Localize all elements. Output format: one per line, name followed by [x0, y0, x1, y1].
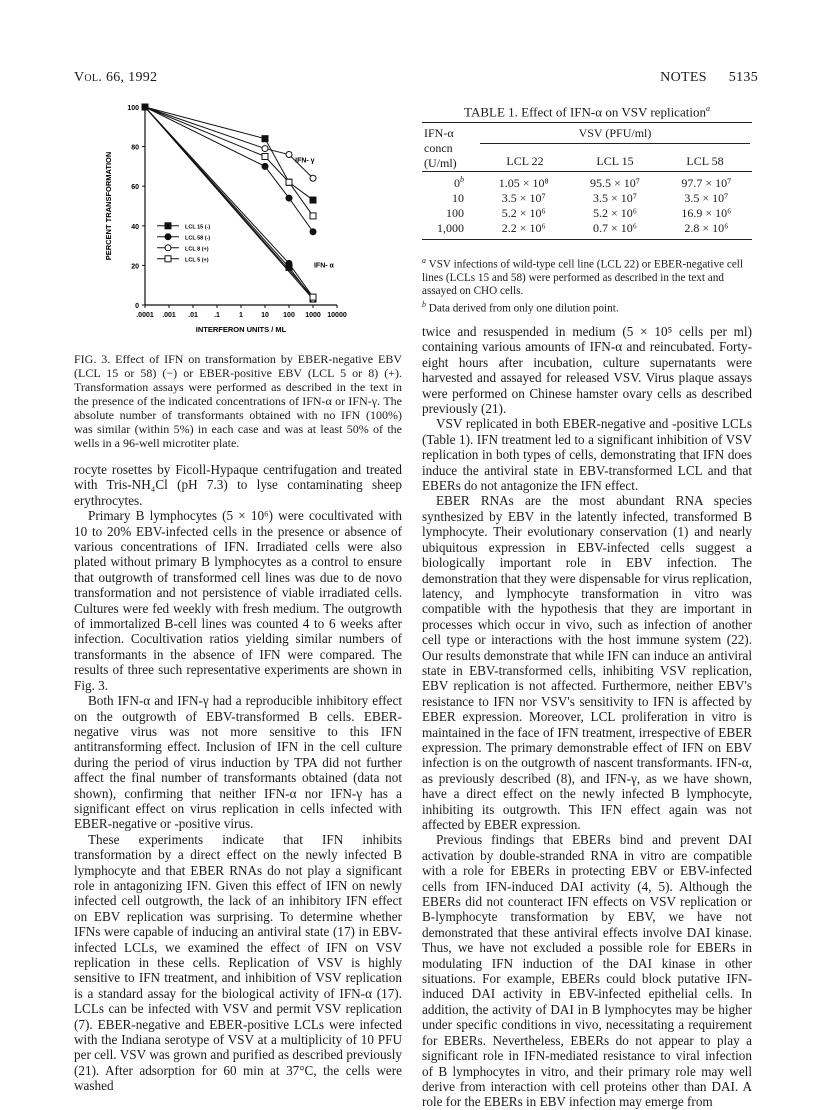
group-header-cell [478, 123, 752, 172]
legend-label: LCL 15 (-) [185, 224, 211, 231]
data-point [262, 146, 268, 152]
value-cell: 95.5 × 10⁷ [590, 175, 640, 190]
running-header-right [660, 70, 758, 86]
table-footnotes [422, 254, 752, 315]
column-header: LCL 58 [686, 154, 724, 168]
y-tick-label: 100 [127, 105, 139, 112]
transformation-chart [80, 96, 400, 346]
legend-marker [165, 223, 171, 229]
x-tick-label: 10 [261, 312, 269, 319]
table-row [422, 221, 752, 236]
legend-label: LCL 5 (+) [185, 257, 209, 264]
right-column-text [422, 324, 752, 1110]
y-tick-label: 0 [135, 303, 139, 310]
conc-value: 0 [454, 176, 460, 190]
column-headers [480, 154, 750, 169]
x-axis-label: INTERFERON UNITS / ML [195, 325, 287, 334]
x-tick-label: .0001 [136, 312, 154, 319]
series-line [145, 107, 313, 232]
value-cell: 1.05 × 10⁸ [498, 175, 549, 190]
value-cell: 3.5 × 10⁷ [684, 191, 729, 205]
data-point [286, 195, 292, 201]
footnote-b: $^b$ Data derived from only one dilution point. [422, 299, 619, 315]
conc-header-line: (U/ml) [424, 156, 457, 170]
table-title [422, 104, 752, 120]
data-point [310, 213, 316, 219]
value-cell: 0.7 × 10⁶ [593, 221, 637, 235]
y-tick-label: 60 [131, 184, 139, 192]
legend-label: LCL 58 (-) [185, 235, 211, 242]
data-point [262, 154, 268, 160]
x-tick-label: 10000 [327, 312, 347, 319]
paragraph: rocyte rosettes by Ficoll-Hypaque centrifugation and treated with Tris-NH₄Cl (pH 7.3) to lyse contaminating sheep erythrocytes. [74, 462, 402, 508]
data-point [262, 136, 268, 142]
x-tick-label: 1000 [305, 312, 321, 319]
annotation-ifn-gamma: IFN- γ [295, 157, 315, 165]
table-title-text: TABLE 1. Effect of IFN-α on VSV replication [464, 104, 706, 120]
x-tick-label: .1 [214, 312, 220, 319]
conc-cell [422, 172, 478, 192]
data-point [310, 175, 316, 181]
paragraph: VSV replicated in both EBER-negative and -positive LCLs (Table 1). IFN treatment led to a significant inhibition of VSV replication in both types of cells, demonstrating that IFN does induce the antiviral state in EBV-transformed LCL and that EBERs do not antagonize the IFN effect. [422, 416, 752, 494]
value-cell: 3.5 × 10⁷ [501, 191, 546, 205]
column-header: LCL 22 [506, 154, 544, 168]
figure-3 [80, 96, 400, 346]
y-tick-label: 20 [131, 263, 139, 271]
x-tick-label: .01 [188, 312, 198, 319]
data-point [310, 294, 316, 300]
value-cell: 5.2 × 10⁶ [593, 206, 637, 220]
y-tick-label: 40 [131, 223, 139, 231]
series-line [145, 107, 313, 297]
running-header-volume: Vol. 66, 1992 [74, 70, 158, 85]
footnote-a-text: VSV infections of wild-type cell line (LCL 22) or EBER-negative cell lines (LCLs 15 and 58) were performed as described in the text and assayed on CHO cells. [422, 258, 744, 297]
paragraph: Primary B lymphocytes (5 × 10⁶) were cocultivated with 10 to 20% EBV-infected cells in the presence or absence of various concentrations of IFN. Irradiated cells were also plated without primary B lymphocytes as a control to ensure that outgrowth of transformed cell lines was due to de novo transformation and not persistence of viable irradiated cells. Cultures were fed weekly with fresh medium. The outgrowth of immortalized B-cell lines was counted 4 to 6 weeks after infection. Cocultivation ratios yielding similar numbers of transformants in the absence of IFN were compared. The results of three such representative experiments are shown in Fig. 3. [74, 508, 402, 693]
conc-cell [422, 221, 478, 236]
annotation-ifn-alpha: IFN- α [313, 262, 334, 270]
group-header: VSV (PFU/ml) [480, 126, 750, 144]
data-point [310, 229, 316, 235]
footnote-mark: b [460, 175, 464, 184]
column-header: LCL 15 [596, 154, 634, 168]
data-point [286, 260, 292, 266]
conc-header-line: concn [424, 141, 453, 155]
conc-header [422, 123, 478, 172]
table-row [422, 206, 752, 221]
conc-value: 10 [452, 191, 464, 205]
y-tick-label: 80 [131, 144, 139, 152]
legend-marker [165, 245, 171, 251]
value-cell: 2.2 × 10⁶ [501, 221, 546, 235]
table-row [422, 172, 752, 192]
x-tick-label: 100 [283, 312, 295, 319]
footnote-b-text: Data derived from only one dilution point. [428, 302, 619, 315]
table-row [422, 191, 752, 206]
legend-marker [165, 256, 171, 262]
paragraph: EBER RNAs are the most abundant RNA species synthesized by EBV in the latently infected, transformed B lymphocyte. Their evolutionary conservation (1) and nearly ubiquitous expression in EBV-infected cells suggest a biologically important role in EBV infection. The demonstration that they were dispensable for virus replication, latency, and lymphocyte transformation in vitro was compatible with the hypothesis that they are important in processes which occur in vivo, such as infection of another cell type or interactions with the host immune system (22). Our results demonstrate that while IFN can induce an antiviral state in EBV-transformed cells, inhibiting VSV replication, EBV replication is not affected. Furthermore, neither EBV's resistance to IFN nor VSV's sensitivity to IFN is affected by EBER expression. Moreover, LCL proliferation in vitro is maintained in the face of IFN treatment, irrespective of EBER expression. The primary demonstrable effect of IFN on EBV infection is on the outgrowth of nascent transformants. IFN-α, as previously described (8), and IFN-γ, as we have shown, have a direct effect on the newly infected B lymphocyte, inhibiting its outgrowth. This IFN effect again was not affected by EBER expression. [422, 493, 752, 832]
table-1 [422, 122, 752, 240]
conc-cell [422, 191, 478, 206]
x-tick-label: 1 [239, 312, 243, 319]
left-column-text [74, 462, 402, 1094]
figure-caption: FIG. 3. Effect of IFN on transformation by EBER-negative EBV (LCL 15 or 58) (−) or EBER-positive EBV (LCL 5 or 8) (+). Transformation assays were performed as described in the text in the presence of the indicated concentrations of IFN-α or IFN-γ. The absolute number of transformants obtained with no IFN (100%) was similar (within 5%) in each case and was at least 50% of the wells in a 96-well microtiter plate. [74, 352, 402, 450]
value-cell: 97.7 × 10⁷ [681, 175, 732, 190]
value-cell: 2.8 × 10⁶ [684, 221, 729, 235]
table-header-row [422, 123, 752, 172]
origin-point [142, 104, 148, 110]
conc-cell [422, 206, 478, 221]
data-point [262, 163, 268, 169]
value-cell: 5.2 × 10⁶ [501, 206, 546, 220]
legend-marker [165, 234, 171, 240]
data-point [286, 152, 292, 158]
section-name: NOTES [660, 70, 707, 85]
x-tick-label: .001 [162, 312, 176, 319]
conc-header-line: IFN-α [424, 126, 454, 140]
paragraph: twice and resuspended in medium (5 × 10⁵ cells per ml) containing various amounts of IFN-α and reincubated. Forty-eight hours after incubation, culture supernatants were harvested and assayed for released VSV. Virus plaque assays were performed on Chinese hamster ovary cells as described previously (21). [422, 324, 752, 417]
value-cell: 16.9 × 10⁶ [681, 206, 732, 220]
conc-value: 100 [446, 206, 464, 220]
value-cell: 3.5 × 10⁷ [593, 191, 637, 205]
data-point [310, 197, 316, 203]
data-point [286, 179, 292, 185]
paragraph: These experiments indicate that IFN inhibits transformation by a direct effect on the newly infected B lymphocyte and that EBER RNAs do not play a significant role in antagonizing IFN. Given this effect of IFN on newly infected cell outgrowth, the lack of an inhibitory IFN effect on EBV replication was surprising. To determine whether IFNs were capable of inducing an antiviral state (17) in EBV-infected LCLs, we examined the effect of IFN on VSV replication in these cells. Replication of VSV is highly sensitive to IFN treatment, and inhibition of VSV replication is a standard assay for the biological activity of IFN-α (17). LCLs can be infected with VSV and permit VSV replication (7). EBER-negative and EBER-positive LCLs were infected with the Indiana serotype of VSV at a multiplicity of 10 PFU per cell. VSV was grown and purified as described previously (21). After adsorption for 60 min at 37°C, the cells were washed [74, 831, 402, 1094]
paragraph: Both IFN-α and IFN-γ had a reproducible inhibitory effect on the outgrowth of EBV-transformed B cells. EBER-negative virus was not more sensitive to this IFN antitransforming effect. Inclusion of IFN in the cell culture during the period of virus induction by TPA did not further affect the final number of transformants obtained (data not shown), confirming that neither IFN-α nor IFN-γ has a significant effect on virus replication in cells infected with EBER-negative or -positive virus. [74, 693, 402, 832]
y-axis-label: PERCENT TRANSFORMATION [104, 151, 113, 261]
conc-value: 1,000 [437, 221, 464, 235]
table-title-footnote-mark: a [705, 104, 710, 113]
footnote-a: $^a$ VSV infections of wild-type cell line (LCL 22) or EBER-negative cell lines (LCLs 15 and 58) were performed as described in the text and assayed on CHO cells. [422, 256, 744, 297]
page-number: 5135 [728, 70, 758, 85]
paragraph: Previous findings that EBERs bind and prevent DAI activation by double-stranded RNA in vitro are compatible with a role for EBERs in protecting EBV or EBV-infected cells from IFN-induced DAI activity (4, 5). Although the EBERs did not counteract IFN effects on VSV replication or B-lymphocyte transformation by EBV, we have not demonstrated that these antiviral effects involve DAI kinase. Thus, we have not excluded a possible role for EBERs in modulating IFN induction of the DAI kinase in other situations. For example, EBERs could block putative IFN-induced DAI activity in EBV-infected epithelial cells. In addition, the activity of DAI in B lymphocytes may be higher under specific conditions in vivo, necessitating a requirement for EBERs. Nevertheless, EBERs do not appear to play a significant role in IFN-mediated resistance to viral infection of B lymphocytes in vitro, and their primary role may well derive from interaction with cell proteins other than DAI. A role for the EBERs in EBV infection may emerge from [422, 832, 752, 1110]
legend-label: LCL 8 (+) [185, 246, 209, 253]
